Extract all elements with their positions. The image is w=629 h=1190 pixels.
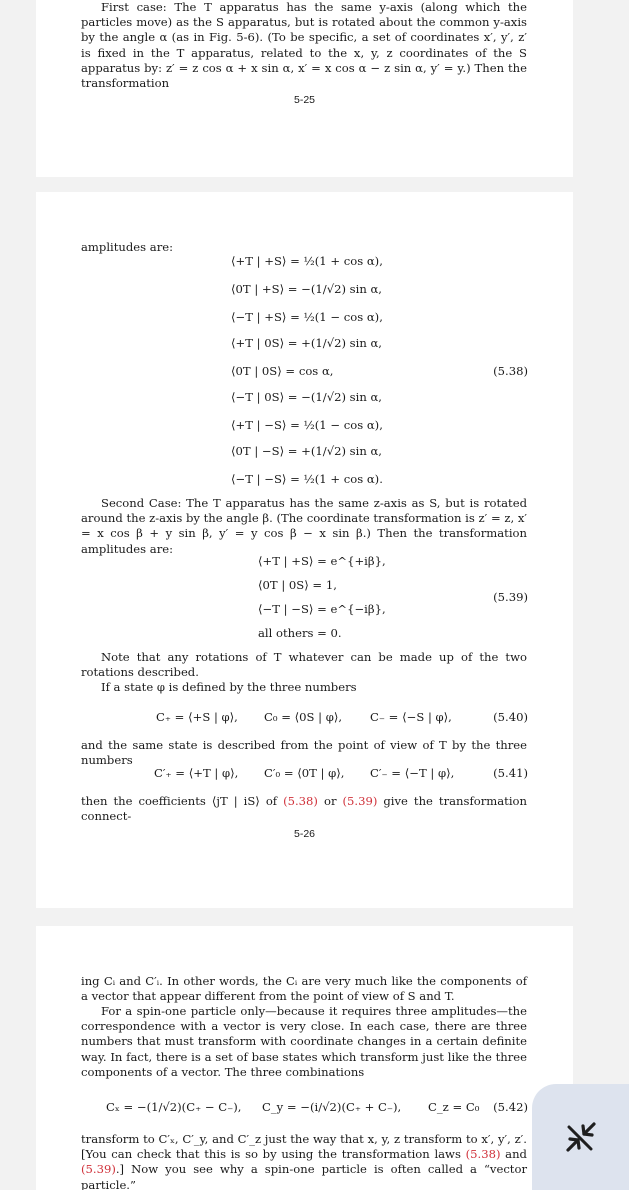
equation-ref-link[interactable]: (5.38) <box>283 794 318 808</box>
eq-542-term: C_z = C₀ <box>428 1100 480 1114</box>
eq-539-line: all others = 0. <box>258 626 342 640</box>
page-5-27 <box>36 926 573 1190</box>
eq-538-line: ⟨−T | 0S⟩ = −(1/√2) sin α, <box>231 390 382 404</box>
spin-one-paragraph: For a spin-one particle only—because it requires three amplitudes—the correspondence with a vector is very close. In each case, there are three numbers that must transform with coordinate changes in a certain definite way. In fact, there is a set of base states which transform just like the three components of a vector. The three combinations <box>81 1004 527 1079</box>
page-5-26 <box>36 192 573 908</box>
equation-ref-link[interactable]: (5.39) <box>81 1162 116 1177</box>
equation-number: (5.38) <box>493 364 528 378</box>
text-span: or <box>317 794 343 808</box>
eq-538-line: ⟨+T | −S⟩ = ½(1 − cos α), <box>231 418 383 432</box>
second-case-paragraph: Second Case: The T apparatus has the same z-axis as S, but is rotated around the z-axis by the angle β. (The coordinate transformation is z′ = z, x′ = x cos β + y sin β, y′ = y cos β − x sin β.) Then the transformation amplitudes are: <box>81 496 527 556</box>
eq-538-line: ⟨0T | 0S⟩ = cos α, <box>231 364 334 378</box>
collapse-fullscreen-button[interactable] <box>532 1084 629 1190</box>
eq-539-line: ⟨−T | −S⟩ = e^{−iβ}, <box>258 602 386 616</box>
amplitudes-intro: amplitudes are: <box>81 240 174 254</box>
eq-539-line: ⟨+T | +S⟩ = e^{+iβ}, <box>258 554 386 568</box>
equation-number: (5.40) <box>493 710 528 724</box>
text-span: transform to C′ₓ, C′_y, and C′_z just the way that x, y, z transform to x′, y′, z′. [You can check that this is so by using the transformation laws <box>81 1132 527 1162</box>
eq-538-line: ⟨−T | +S⟩ = ½(1 − cos α), <box>231 310 383 324</box>
equation-number: (5.41) <box>493 766 528 780</box>
eq-541-term: C′₀ = ⟨0T | φ⟩, <box>264 766 345 780</box>
equation-number: (5.39) <box>493 590 528 604</box>
same-state-paragraph: and the same state is described from the point of view of T by the three numbers <box>81 738 527 768</box>
equation-ref-link[interactable]: (5.38) <box>465 1147 501 1162</box>
continuation-paragraph: ing Cᵢ and C′ᵢ. In other words, the Cᵢ are very much like the components of a vector that appear different from the point of view of S and T. <box>81 974 527 1004</box>
eq-538-line: ⟨+T | +S⟩ = ½(1 + cos α), <box>231 254 383 268</box>
eq-540-term: C₋ = ⟨−S | φ⟩, <box>370 710 452 724</box>
eq-541-term: C′₊ = ⟨+T | φ⟩, <box>154 766 239 780</box>
if-state-paragraph: If a state φ is defined by the three numbers <box>101 680 357 694</box>
text-span: and <box>500 1147 527 1162</box>
text-span: then the coefficients ⟨jT | iS⟩ of <box>81 794 284 808</box>
page-number: 5-25 <box>293 94 315 106</box>
transform-paragraph <box>81 1132 527 1190</box>
eq-538-line: ⟨0T | −S⟩ = +(1/√2) sin α, <box>231 444 382 458</box>
eq-540-term: C₀ = ⟨0S | φ⟩, <box>264 710 343 724</box>
first-case-paragraph: First case: The T apparatus has the same y-axis (along which the particles move) as the S apparatus, but is rotated about the common y-axis by the angle α (as in Fig. 5-6). (To be specific, a set of coordinates x′, y′, z′ is fixed in the T apparatus, related to the x, y, z coordinates of the S apparatus by: z′ = z cos α + x sin α, x′ = x cos α − z sin α, y′ = y.) Then the transformation <box>81 0 527 91</box>
page-5-25 <box>36 0 573 177</box>
eq-541-term: C′₋ = ⟨−T | φ⟩, <box>370 766 455 780</box>
eq-542-term: Cₓ = −(1/√2)(C₊ − C₋), <box>106 1100 242 1114</box>
eq-542-term: C_y = −(i/√2)(C₊ + C₋), <box>262 1100 402 1114</box>
eq-538-line: ⟨0T | +S⟩ = −(1/√2) sin α, <box>231 282 382 296</box>
equation-ref-link[interactable]: (5.39) <box>342 794 378 808</box>
eq-538-line: ⟨+T | 0S⟩ = +(1/√2) sin α, <box>231 336 382 350</box>
page-number: 5-26 <box>293 828 315 840</box>
eq-539-line: ⟨0T | 0S⟩ = 1, <box>258 578 337 592</box>
equation-number: (5.42) <box>493 1100 528 1114</box>
coefficients-paragraph <box>81 794 527 824</box>
text-span: give the transformation connect- <box>81 794 527 824</box>
eq-540-term: C₊ = ⟨+S | φ⟩, <box>156 710 238 724</box>
text-span: .] Now you see why a spin-one particle is often called a “vector particle.” <box>81 1162 527 1190</box>
note-paragraph: Note that any rotations of T whatever can be made up of the two rotations described. <box>81 650 527 680</box>
collapse-arrows-icon <box>561 1117 601 1157</box>
eq-538-line: ⟨−T | −S⟩ = ½(1 + cos α). <box>231 472 383 486</box>
